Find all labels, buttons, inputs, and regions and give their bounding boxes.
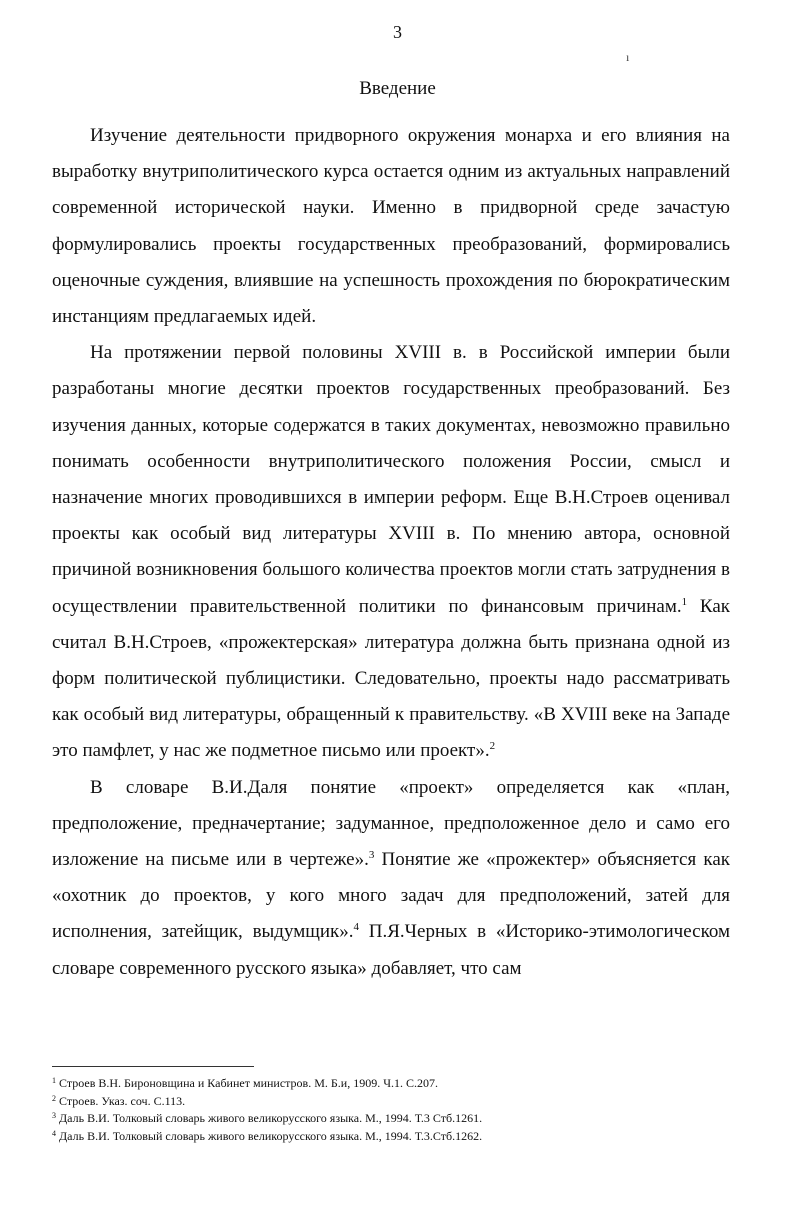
body-text [52,118,730,987]
footnote-text: Строев В.Н. Бироновщина и Кабинет министров. М. Б.и, 1909. Ч.1. С.207. [59,1076,438,1090]
paragraph [52,118,730,335]
scan-mark: ı [626,50,630,64]
footnote [52,1093,752,1111]
paragraph [52,770,730,987]
footnote [52,1128,752,1146]
text-span: Изучение деятельности придворного окружения монарха и его влияния на выработку внутриполитического курса остается одним из актуальных направлений современной исторической науки. Именно в придворной среде зачастую формулировались проекты государственных преобразований, формировались оценочные суждения, влиявшие на успешность прохождения по бюрократическим инстанциям предлагаемых идей. [52,125,730,328]
text-span: П.Я.Черных в «Историко-этимологическом словаре современного русского языка» добавляет, что сам [52,921,731,979]
section-heading: Введение [359,78,436,99]
footnote-text: Даль В.И. Толковый словарь живого великорусского языка. М., 1994. Т.3 Стб.1261. [59,1111,483,1125]
text-span: В словаре В.И.Даля понятие «проект» определяется как «план, предположение, предначертание; задуманное, предположенное дело и само его изложение на письме или в чертеже». [52,776,730,871]
footnote-divider [52,1066,254,1067]
page-number: 3 [393,22,402,42]
text-span: Как считал В.Н.Строев, «прожектерская» литература должна быть признана одной из форм политической публицистики. Следовательно, проекты надо рассматривать как особый вид литературы, обращенный к правительству. «В XVIII веке на Западе это памфлет, у нас же подметное письмо или проект». [52,595,730,762]
footnote-text: Строев. Указ. соч. С.113. [59,1093,186,1108]
footnote-text: Даль В.И. Толковый словарь живого великорусского языка. М., 1994. Т.3.Стб.1262. [59,1128,483,1143]
paragraph [52,335,730,769]
footnote-reference[interactable]: 2 [489,740,496,753]
footnote [52,1110,752,1128]
text-span: На протяжении первой половины XVIII в. в Российской империи были разработаны многие десятки проектов государственных преобразований. Без изучения данных, которые содержатся в таких документах, невозможно правильно понимать особенности внутриполитического положения России, смысл и назначение многих проводившихся в империи реформ. Еще В.Н.Строев оценивал проекты как особый вид литературы XVIII в. По мнению автора, основной причиной возникновения большого количества проектов могли стать затруднения в осуществлении правительственной политики по финансовым причинам. [52,342,730,617]
footnote-number: 1 [52,1076,56,1085]
footnote-number: 3 [52,1111,56,1120]
footnote-reference[interactable]: 4 [353,921,360,934]
footnotes [52,1075,752,1145]
footnote-reference[interactable]: 1 [681,595,688,608]
footnote-number: 4 [52,1128,56,1138]
footnote [52,1075,752,1093]
text-span: Понятие же «прожектер» объясняется как «охотник до проектов, у кого много задач для предположений, затей для исполнения, затейщик, выдумщик». [52,849,730,943]
footnote-number: 2 [52,1093,56,1103]
footnote-reference[interactable]: 3 [368,849,375,862]
